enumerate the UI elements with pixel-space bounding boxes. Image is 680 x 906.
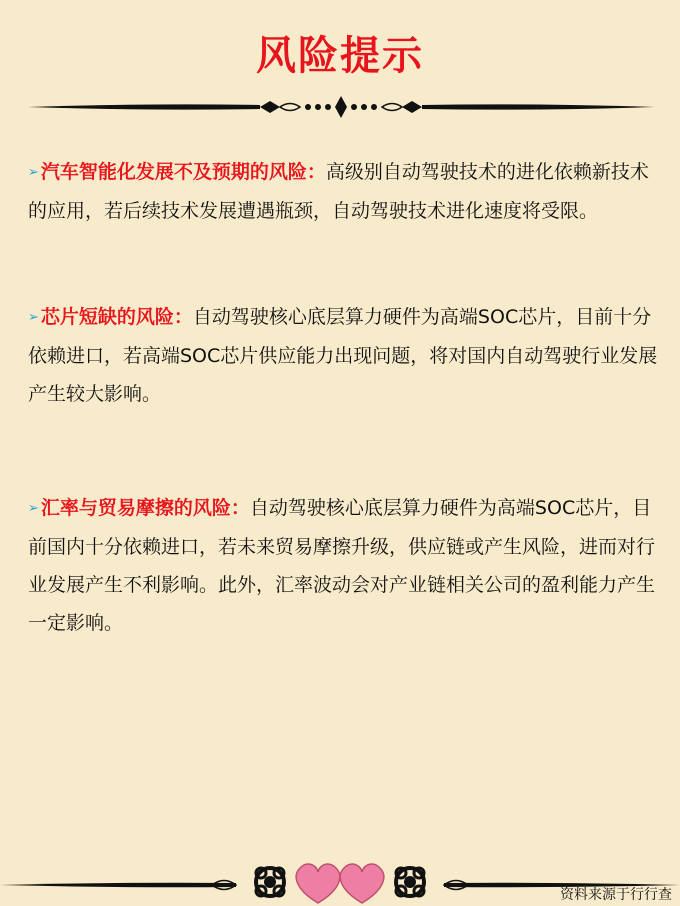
risk-body: 高级别自动驾驶技术的进化依赖新技术的应用，若后续技术发展遭遇瓶颈，自动驾驶技术进化速度将受限。 xyxy=(28,161,649,222)
knot-icon xyxy=(256,868,284,896)
heart-icon xyxy=(296,864,340,903)
risk-heading: 汇率与贸易摩擦的风险： xyxy=(40,497,250,519)
risk-body: 自动驾驶核心底层算力硬件为高端SOC芯片，目前国内十分依赖进口，若未来贸易摩擦升级，供应链或产生风险，进而对行业发展产生不利影响。此外，汇率波动会对产业链相关公司的盈利能力产生一定影响。 xyxy=(28,497,656,634)
triangle-right-icon: ➢ xyxy=(28,165,39,180)
risk-item-chip-shortage xyxy=(28,298,660,413)
risk-body: 自动驾驶核心底层算力硬件为高端SOC芯片，目前十分依赖进口，若高端SOC芯片供应能力出现问题，将对国内自动驾驶行业发展产生较大影响。 xyxy=(28,306,658,405)
knot-icon xyxy=(396,868,424,896)
source-note: 资料来源于行行查 xyxy=(560,887,672,903)
risk-item-exchange-trade xyxy=(28,489,660,642)
risk-item-autonomous-tech xyxy=(28,153,660,230)
heart-icon xyxy=(340,864,384,903)
risk-heading: 汽车智能化发展不及预期的风险： xyxy=(40,161,326,183)
ornamental-divider-top xyxy=(28,94,654,120)
triangle-right-icon: ➢ xyxy=(28,501,39,516)
page-title: 风险提示 xyxy=(256,33,424,79)
triangle-right-icon: ➢ xyxy=(28,310,39,325)
risk-heading: 芯片短缺的风险： xyxy=(40,306,193,328)
